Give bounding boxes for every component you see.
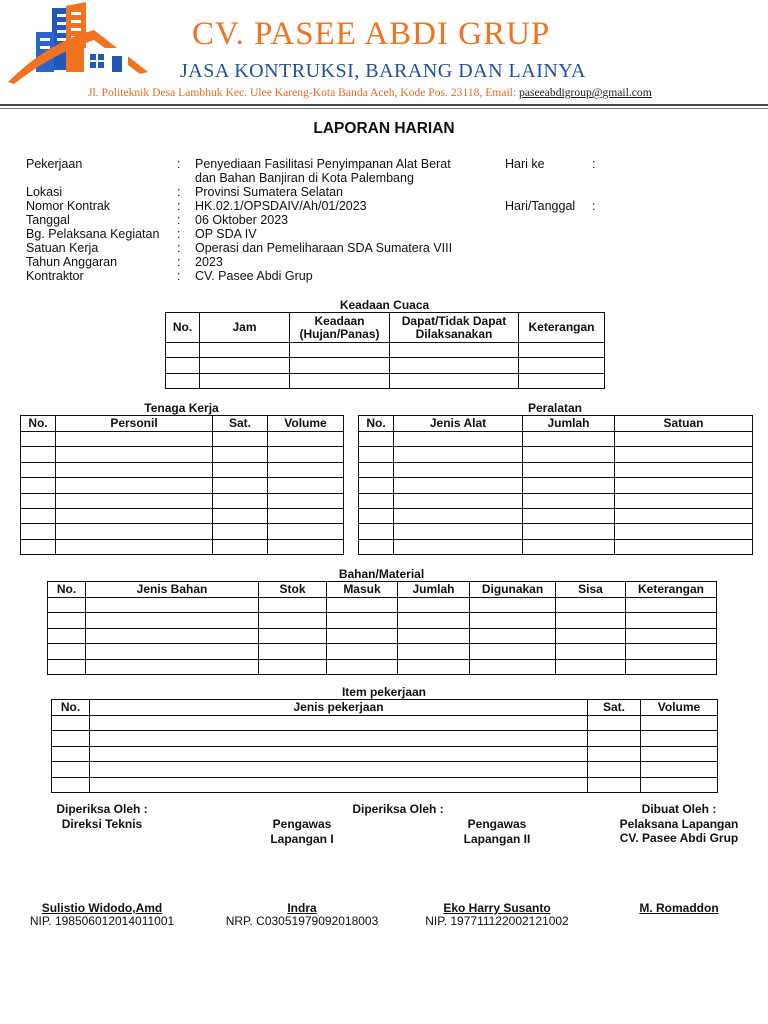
table-cell[interactable] — [615, 539, 753, 554]
table-cell[interactable] — [90, 746, 588, 761]
table-row — [48, 628, 717, 643]
info-value: Operasi dan Pemeliharaan SDA Sumatera VIII — [195, 241, 453, 255]
work-item-body — [52, 716, 718, 793]
info-colon: : — [177, 269, 181, 283]
sig-role: Lapangan I — [270, 831, 334, 846]
table-cell[interactable] — [626, 628, 717, 643]
table-cell[interactable] — [290, 343, 390, 358]
info-colon: : — [177, 255, 181, 269]
table-cell[interactable] — [390, 373, 519, 388]
table-cell[interactable] — [52, 716, 90, 731]
info-colon: : — [592, 157, 596, 171]
table-cell[interactable] — [48, 659, 86, 674]
weather-table — [165, 312, 605, 389]
table-cell[interactable] — [290, 358, 390, 373]
table-row — [166, 373, 605, 388]
col-header: Masuk — [327, 582, 398, 598]
info-colon: : — [177, 199, 181, 213]
table-cell[interactable] — [556, 659, 626, 674]
info-value: CV. Pasee Abdi Grup — [195, 269, 313, 283]
table-cell[interactable] — [359, 447, 394, 462]
col-header — [290, 313, 390, 343]
info-label: Nomor Kontrak — [26, 199, 111, 213]
workforce-table — [20, 415, 344, 555]
table-cell[interactable] — [268, 493, 344, 508]
equipment-section-title: Peralatan — [527, 401, 583, 415]
table-cell[interactable] — [52, 762, 90, 777]
table-cell[interactable] — [86, 644, 259, 659]
signer-id-pengawas-2: NIP. 197711122002121002 — [425, 914, 569, 928]
table-cell[interactable] — [21, 432, 56, 447]
table-cell[interactable] — [523, 524, 615, 539]
table-cell[interactable] — [398, 613, 470, 628]
table-cell[interactable] — [86, 659, 259, 674]
info-colon: : — [177, 213, 181, 227]
header-divider-thin — [0, 108, 768, 109]
table-cell[interactable] — [588, 777, 641, 792]
signature-block-pelaksana — [595, 802, 763, 846]
table-cell[interactable] — [327, 598, 398, 613]
table-cell[interactable] — [213, 432, 268, 447]
col-header: Stok — [259, 582, 327, 598]
company-subtitle: JASA KONTRUKSI, BARANG DAN LAINYA — [180, 60, 586, 82]
table-row — [359, 432, 753, 447]
info-value: dan Bahan Banjiran di Kota Palembang — [195, 171, 414, 185]
table-cell[interactable] — [615, 524, 753, 539]
table-cell[interactable] — [470, 598, 556, 613]
sig-role: Pelaksana Lapangan — [619, 816, 739, 831]
table-row — [48, 598, 717, 613]
material-section-title: Bahan/Material — [338, 567, 425, 581]
table-cell[interactable] — [523, 539, 615, 554]
table-cell[interactable] — [359, 432, 394, 447]
table-cell[interactable] — [268, 508, 344, 523]
table-cell[interactable] — [626, 659, 717, 674]
table-row — [48, 659, 717, 674]
info-value: HK.02.1/OPSDAIV/Ah/01/2023 — [195, 199, 367, 213]
info-label: Kontraktor — [26, 269, 84, 283]
info-label: Pekerjaan — [26, 157, 83, 171]
info-colon: : — [177, 241, 181, 255]
table-cell[interactable] — [470, 644, 556, 659]
table-cell[interactable] — [641, 777, 718, 792]
sig-role: Direksi Teknis — [61, 816, 143, 831]
table-cell[interactable] — [86, 598, 259, 613]
col-header: Jam — [200, 313, 290, 343]
table-cell[interactable] — [615, 447, 753, 462]
col-header: Sat. — [588, 700, 641, 716]
table-cell[interactable] — [641, 716, 718, 731]
table-cell[interactable] — [588, 762, 641, 777]
table-cell[interactable] — [213, 493, 268, 508]
header-line: Dapat/Tidak Dapat — [401, 313, 507, 328]
table-cell[interactable] — [48, 598, 86, 613]
company-email-link[interactable]: paseeabdigroup@gmail.com — [519, 86, 652, 99]
table-cell[interactable] — [21, 524, 56, 539]
table-row — [21, 524, 344, 539]
equipment-table — [358, 415, 753, 555]
equipment-body — [359, 432, 753, 555]
col-header: Satuan — [615, 416, 753, 432]
table-cell[interactable] — [268, 524, 344, 539]
table-cell[interactable] — [556, 628, 626, 643]
signature-block-pengawas-1 — [222, 817, 382, 846]
sig-caption: Dibuat Oleh : — [641, 802, 717, 816]
header-divider — [0, 104, 768, 106]
table-cell[interactable] — [626, 613, 717, 628]
table-cell[interactable] — [519, 343, 605, 358]
table-cell[interactable] — [166, 343, 200, 358]
table-cell[interactable] — [588, 716, 641, 731]
table-cell[interactable] — [556, 598, 626, 613]
info-label: Bg. Pelaksana Kegiatan — [26, 227, 160, 241]
table-cell[interactable] — [90, 731, 588, 746]
table-header-row — [359, 416, 753, 432]
table-cell[interactable] — [21, 508, 56, 523]
col-header: No. — [52, 700, 90, 716]
table-header-row — [52, 700, 718, 716]
table-cell[interactable] — [56, 462, 213, 477]
col-header: Jenis Bahan — [86, 582, 259, 598]
table-cell[interactable] — [394, 539, 523, 554]
table-row — [21, 432, 344, 447]
table-cell[interactable] — [359, 539, 394, 554]
table-cell[interactable] — [21, 462, 56, 477]
table-header-row — [21, 416, 344, 432]
table-row — [52, 762, 718, 777]
material-table — [47, 581, 717, 675]
table-cell[interactable] — [615, 508, 753, 523]
table-cell[interactable] — [327, 613, 398, 628]
table-cell[interactable] — [213, 524, 268, 539]
material-body — [48, 598, 717, 675]
document-title: LAPORAN HARIAN — [313, 120, 455, 137]
signer-name-pelaksana: M. Romaddon — [639, 901, 719, 915]
table-cell[interactable] — [213, 539, 268, 554]
sig-caption: Diperiksa Oleh : — [56, 802, 148, 816]
signer-name-pengawas-2: Eko Harry Susanto — [443, 901, 551, 915]
table-cell[interactable] — [470, 628, 556, 643]
info-value: 2023 — [195, 255, 223, 269]
col-header: Keterangan — [519, 313, 605, 343]
info-colon: : — [177, 185, 181, 199]
info-value: Penyediaan Fasilitasi Penyimpanan Alat Berat — [195, 157, 451, 171]
col-header: No. — [166, 313, 200, 343]
table-row — [21, 478, 344, 493]
table-cell[interactable] — [470, 613, 556, 628]
table-cell[interactable] — [327, 644, 398, 659]
table-cell[interactable] — [556, 613, 626, 628]
table-cell[interactable] — [523, 447, 615, 462]
table-cell[interactable] — [626, 644, 717, 659]
table-cell[interactable] — [615, 478, 753, 493]
info-value: OP SDA IV — [195, 227, 257, 241]
table-cell[interactable] — [268, 478, 344, 493]
table-cell[interactable] — [268, 447, 344, 462]
table-cell[interactable] — [398, 659, 470, 674]
table-cell[interactable] — [588, 731, 641, 746]
table-cell[interactable] — [398, 644, 470, 659]
table-cell[interactable] — [398, 598, 470, 613]
table-row — [359, 508, 753, 523]
workforce-body — [21, 432, 344, 555]
header-line: Dilaksanakan — [415, 326, 493, 341]
col-header: No. — [21, 416, 56, 432]
table-cell[interactable] — [200, 358, 290, 373]
table-cell[interactable] — [166, 373, 200, 388]
table-row — [21, 447, 344, 462]
weather-section-title: Keadaan Cuaca — [339, 298, 430, 312]
table-row — [166, 343, 605, 358]
table-cell[interactable] — [268, 462, 344, 477]
table-cell[interactable] — [48, 644, 86, 659]
table-cell[interactable] — [588, 746, 641, 761]
table-row — [359, 493, 753, 508]
table-row — [359, 478, 753, 493]
table-cell[interactable] — [523, 508, 615, 523]
sig-role: Pengawas — [272, 817, 332, 831]
table-header-row — [48, 582, 717, 598]
table-cell[interactable] — [394, 508, 523, 523]
table-cell[interactable] — [327, 659, 398, 674]
table-cell[interactable] — [359, 478, 394, 493]
signer-id-pengawas-1: NRP. C03051979092018003 — [225, 914, 379, 928]
company-name: CV. PASEE ABDI GRUP — [192, 16, 551, 52]
table-cell[interactable] — [259, 659, 327, 674]
header-line: (Hujan/Panas) — [299, 326, 380, 341]
table-cell[interactable] — [259, 644, 327, 659]
signature-block-pengawas-2 — [417, 817, 577, 846]
sig-role: Lapangan II — [463, 831, 531, 846]
sig-company: CV. Pasee Abdi Grup — [619, 831, 739, 845]
table-cell[interactable] — [394, 447, 523, 462]
table-cell[interactable] — [615, 462, 753, 477]
table-row — [21, 462, 344, 477]
table-cell[interactable] — [359, 508, 394, 523]
table-cell[interactable] — [90, 762, 588, 777]
table-cell[interactable] — [398, 628, 470, 643]
table-row — [359, 524, 753, 539]
table-cell[interactable] — [519, 373, 605, 388]
table-cell[interactable] — [21, 478, 56, 493]
table-cell[interactable] — [56, 447, 213, 462]
table-cell[interactable] — [52, 777, 90, 792]
table-cell[interactable] — [166, 358, 200, 373]
col-header: No. — [48, 582, 86, 598]
col-header: Digunakan — [470, 582, 556, 598]
table-cell[interactable] — [56, 432, 213, 447]
table-row — [52, 716, 718, 731]
table-cell[interactable] — [523, 462, 615, 477]
col-header: Volume — [641, 700, 718, 716]
table-cell[interactable] — [200, 373, 290, 388]
table-cell[interactable] — [213, 508, 268, 523]
table-cell[interactable] — [359, 462, 394, 477]
col-header: No. — [359, 416, 394, 432]
col-header: Jenis pekerjaan — [90, 700, 588, 716]
info-value: 06 Oktober 2023 — [195, 213, 289, 227]
table-cell[interactable] — [21, 539, 56, 554]
table-row — [52, 777, 718, 792]
table-row — [359, 462, 753, 477]
table-cell[interactable] — [52, 746, 90, 761]
table-cell[interactable] — [213, 478, 268, 493]
table-cell[interactable] — [90, 777, 588, 792]
table-cell[interactable] — [56, 524, 213, 539]
table-row — [21, 508, 344, 523]
table-cell[interactable] — [52, 731, 90, 746]
table-cell[interactable] — [259, 598, 327, 613]
table-cell[interactable] — [523, 493, 615, 508]
table-cell[interactable] — [48, 613, 86, 628]
signer-id-direksi: NIP. 198506012014011001 — [29, 914, 175, 928]
company-address — [88, 86, 652, 99]
info-label: Satuan Kerja — [26, 241, 99, 255]
side-label-hari-tanggal: Hari/Tanggal — [505, 199, 576, 213]
info-label: Tahun Anggaran — [26, 255, 118, 269]
side-label-hari-ke: Hari ke — [505, 157, 545, 171]
col-header: Jumlah — [523, 416, 615, 432]
info-value: Provinsi Sumatera Selatan — [195, 185, 343, 199]
table-cell[interactable] — [200, 343, 290, 358]
info-label: Lokasi — [26, 185, 63, 199]
table-cell[interactable] — [394, 493, 523, 508]
table-row — [359, 539, 753, 554]
table-cell[interactable] — [519, 358, 605, 373]
info-label: Tanggal — [26, 213, 70, 227]
table-cell[interactable] — [394, 524, 523, 539]
table-cell[interactable] — [268, 432, 344, 447]
header-line: Keadaan — [314, 313, 365, 328]
col-header: Sisa — [556, 582, 626, 598]
table-cell[interactable] — [470, 659, 556, 674]
table-cell[interactable] — [48, 628, 86, 643]
table-cell[interactable] — [390, 343, 519, 358]
table-cell[interactable] — [86, 628, 259, 643]
table-cell[interactable] — [359, 493, 394, 508]
table-row — [52, 731, 718, 746]
table-header-row — [166, 313, 605, 343]
table-cell[interactable] — [390, 358, 519, 373]
table-cell[interactable] — [626, 598, 717, 613]
table-cell[interactable] — [641, 731, 718, 746]
signature-shared-caption: Diperiksa Oleh : — [352, 802, 444, 816]
table-cell[interactable] — [359, 524, 394, 539]
signature-block-direksi — [22, 802, 182, 831]
info-colon: : — [177, 157, 181, 171]
table-row — [48, 613, 717, 628]
info-colon: : — [177, 227, 181, 241]
table-cell[interactable] — [641, 746, 718, 761]
col-header: Keterangan — [626, 582, 717, 598]
address-text: Jl. Politeknik Desa Lambhuk Kec. Ulee Kareng-Kota Banda Aceh, Kode Pos. 23118, Email: — [88, 86, 520, 99]
table-cell[interactable] — [394, 432, 523, 447]
work-item-table — [51, 699, 718, 793]
building-house-logo — [8, 2, 156, 84]
table-cell[interactable] — [394, 478, 523, 493]
table-cell[interactable] — [523, 432, 615, 447]
col-header — [390, 313, 519, 343]
work-item-section-title: Item pekerjaan — [341, 685, 427, 699]
table-row — [359, 447, 753, 462]
col-header: Jumlah — [398, 582, 470, 598]
col-header: Volume — [268, 416, 344, 432]
table-cell[interactable] — [56, 493, 213, 508]
table-cell[interactable] — [86, 613, 259, 628]
signer-name-pengawas-1: Indra — [287, 901, 317, 915]
table-cell[interactable] — [213, 462, 268, 477]
table-cell[interactable] — [327, 628, 398, 643]
table-cell[interactable] — [290, 373, 390, 388]
info-colon: : — [592, 199, 596, 213]
table-cell[interactable] — [394, 462, 523, 477]
table-cell[interactable] — [56, 508, 213, 523]
table-cell[interactable] — [21, 493, 56, 508]
table-cell[interactable] — [90, 716, 588, 731]
table-cell[interactable] — [268, 539, 344, 554]
signer-name-direksi: Sulistio Widodo,Amd — [41, 901, 163, 915]
col-header: Personil — [56, 416, 213, 432]
table-row — [21, 539, 344, 554]
table-row — [166, 358, 605, 373]
workforce-section-title: Tenaga Kerja — [144, 401, 219, 415]
table-row — [52, 746, 718, 761]
table-cell[interactable] — [56, 539, 213, 554]
table-cell[interactable] — [615, 493, 753, 508]
table-cell[interactable] — [259, 613, 327, 628]
table-row — [48, 644, 717, 659]
sig-role: Pengawas — [467, 817, 527, 831]
table-cell[interactable] — [641, 762, 718, 777]
table-row — [21, 493, 344, 508]
table-cell[interactable] — [259, 628, 327, 643]
col-header: Sat. — [213, 416, 268, 432]
table-cell[interactable] — [556, 644, 626, 659]
col-header: Jenis Alat — [394, 416, 523, 432]
table-cell[interactable] — [56, 478, 213, 493]
table-cell[interactable] — [615, 432, 753, 447]
table-cell[interactable] — [523, 478, 615, 493]
table-cell[interactable] — [21, 447, 56, 462]
table-cell[interactable] — [213, 447, 268, 462]
